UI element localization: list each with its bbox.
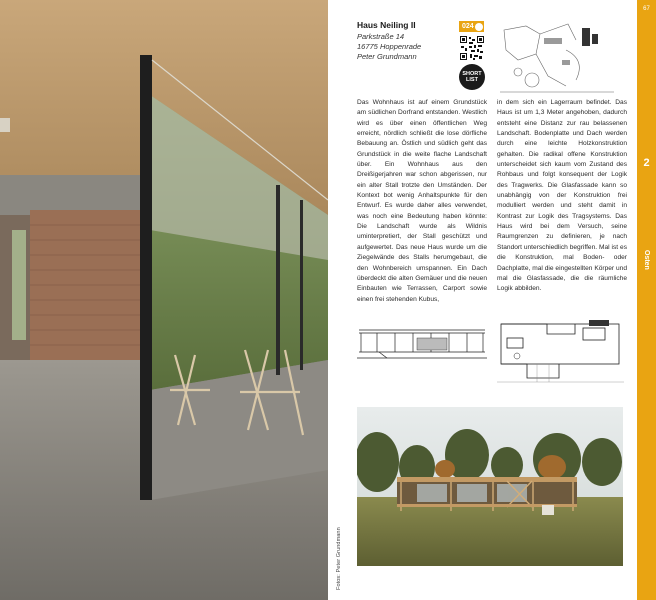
chapter-number: 2 — [643, 157, 650, 169]
chapter-name: Osten — [643, 250, 650, 270]
project-number-badge: 024 — [459, 21, 484, 32]
shortlist-badge: SHORT LIST — [459, 64, 485, 90]
project-header — [357, 20, 457, 63]
floor-plan-drawing — [497, 318, 624, 388]
body-text-column-1: Das Wohnhaus ist auf einem Grundstück am südlichen Dorfrand entstanden. Westlich wird es über einen öffentlichen Weg erreicht, nördlich schließt die lose dörfliche Bebauung an. Östlich und südlich geht das Grundstück in die weite flache Landschaft über. Ein Wohnhaus aus den Dreißigerjahren war schon abgerissen, nur ein alter Stall trotzte den Umständen. Der Kontext bot wenig Anhaltspunkte für den Entwurf. Es wurde daher alles verwendet, was noch eine Bedeutung haben könnte: Die Landschaft wurde als Wildnis uminterpretiert, der Stall geschützt und aufgewertet. Das neue Haus wurde um die Ziegelwände des Stalls herumgebaut, die den Wohnbereich umspannen. Ein Dach überdeckt die alten Gemäuer und die neuen Einbauten wie Terrassen, Carport sowie einen frei stehenden Kubus, — [357, 99, 487, 303]
chapter-tab — [637, 0, 656, 600]
elevation-drawing — [357, 320, 487, 380]
body-text-column-2: in dem sich ein Lagerraum befindet. Das Haus ist um 1,3 Meter angehoben, dadurch entsteht eine Distanz zur rau belassenen Landschaft. Bodenplatte und Dach werden durch eine leichte Holzkonstruktion gehalten. Die radikal offene Konstruktion unterscheidet sich kaum vom Zustand des Rohbaus und folgt konsequent der Logik des Tragwerks. Die Glasfassade kann so unabhängig von der Konstruktion frei modulliert werden und steht damit in Kontrast zur Logik des Tragsystems. Das Haus wird bei dem Versuch, seine Raumgrenzen zu definieren, je nach Standort unterschiedlich begriffen. Mal ist es die Konstruktion, mal Boden- oder Dachplatte, mal die eingestellten Körper und mal die Glasfassade, die die räumliche Logik abbilden. — [497, 99, 627, 293]
qr-code-icon — [459, 35, 485, 61]
site-plan — [496, 20, 618, 96]
photo-credit: Fotos: Peter Grundmann — [336, 527, 342, 590]
project-street: Parkstraße 14 — [357, 32, 405, 41]
project-city: 16775 Hoppenrade — [357, 42, 422, 52]
project-title: Haus Neiling II — [357, 20, 416, 30]
circle-icon — [475, 23, 483, 31]
project-architect: Peter Grundmann — [357, 52, 417, 62]
exterior-photo — [357, 407, 623, 566]
page-number: 67 — [643, 6, 650, 12]
